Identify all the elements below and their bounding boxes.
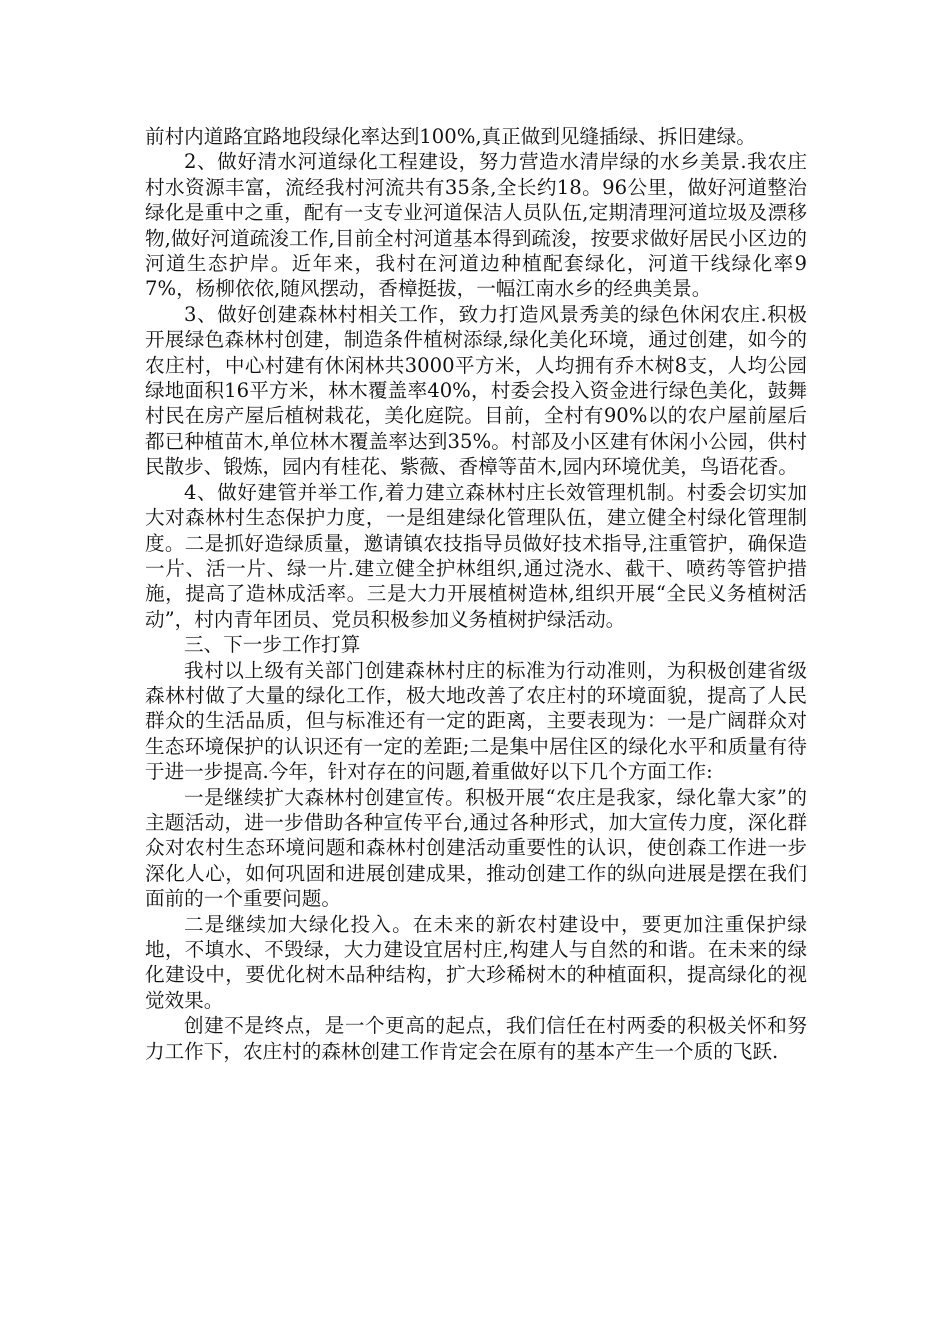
paragraph-overview: 我村以上级有关部门创建森林村庄的标准为行动准则，为积极创建省级森林村做了大量的绿化工作，极大地改善了农庄村的环境面貌，提高了人民群众的生活品质，但与标准还有一定的距离，主要表现为：一是广阔群众对生态环境保护的认识还有一定的差距;二是集中居住区的绿化水平和质量有待于进一步提高.今年，针对存在的问题,着重做好以下几个方面工作: bbox=[145, 658, 807, 784]
paragraph-continuation: 前村内道路宜路地段绿化率达到100%,真正做到见缝插绿、拆旧建绿。 bbox=[145, 125, 756, 148]
paragraph-river-greening: 2、做好清水河道绿化工程建设，努力营造水清岸绿的水乡美景.我农庄村水资源丰富，流经我村河流共有35条,全长约18。96公里，做好河道整治绿化是重中之重，配有一支专业河道保洁人员队伍,定期清理河道垃圾及漂移物,做好河道疏浚工作,目前全村河道基本得到疏浚，按要求做好居民小区边的河道生态护岸。近年来，我村在河道边种植配套绿化，河道干线绿化率97%，杨柳依依,随风摆动，香樟挺拔，一幅江南水乡的经典美景。 bbox=[145, 150, 807, 301]
paragraph-publicity: 一是继续扩大森林村创建宣传。积极开展“农庄是我家，绿化靠大家”的主题活动，进一步借助各种宣传平台,通过各种形式，加大宣传力度，深化群众对农村生态环境问题和森林村创建活动重要性的认识，使创森工作进一步深化人心，如何巩固和进展创建成果，推动创建工作的纵向进展是摆在我们面前的一个重要问题。 bbox=[145, 785, 807, 911]
paragraph-conclusion: 创建不是终点，是一个更高的起点，我们信任在村两委的积极关怀和努力工作下，农庄村的森林创建工作肯定会在原有的基本产生一个质的飞跃. bbox=[145, 1014, 807, 1063]
paragraph-forest-village: 3、做好创建森林村相关工作，致力打造风景秀美的绿色休闲农庄.积极开展绿色森林村创建，制造条件植树添绿,绿化美化环境，通过创建，如今的农庄村，中心村建有休闲林共3000平方米，人均拥有乔木树8支，人均公园绿地面积16平方米，林木覆盖率40%，村委会投入资金进行绿色美化，鼓舞村民在房产屋后植树栽花，美化庭院。目前，全村有90%以的农户屋前屋后都已种植苗木,单位林木覆盖率达到35%。村部及小区建有休闲小公园，供村民散步、锻炼，园内有桂花、紫薇、香樟等苗木,园内环境优美，鸟语花香。 bbox=[145, 302, 807, 479]
paragraph-investment: 二是继续加大绿化投入。在未来的新农村建设中，要更加注重保护绿地，不填水、不毁绿，大力建设宜居村庄,构建人与自然的和谐。在未来的绿化建设中，要优化树木品种结构，扩大珍稀树木的种植面积，提高绿化的视觉效果。 bbox=[145, 912, 807, 1012]
document-body bbox=[145, 124, 807, 1064]
paragraph-management: 4、做好建管并举工作,着力建立森林村庄长效管理机制。村委会切实加大对森林村生态保护力度，一是组建绿化管理队伍，建立健全村绿化管理制度。二是抓好造绿质量，邀请镇农技指导员做好技术指导,注重管护，确保造一片、活一片、绿一片.建立健全护林组织,通过浇水、截干、喷药等管护措施，提高了造林成活率。三是大力开展植树造林,组织开展“全民义务植树活动”，村内青年团员、党员积极参加义务植树护绿活动。 bbox=[145, 480, 807, 631]
section-heading-next-steps: 三、下一步工作打算 bbox=[184, 633, 361, 657]
